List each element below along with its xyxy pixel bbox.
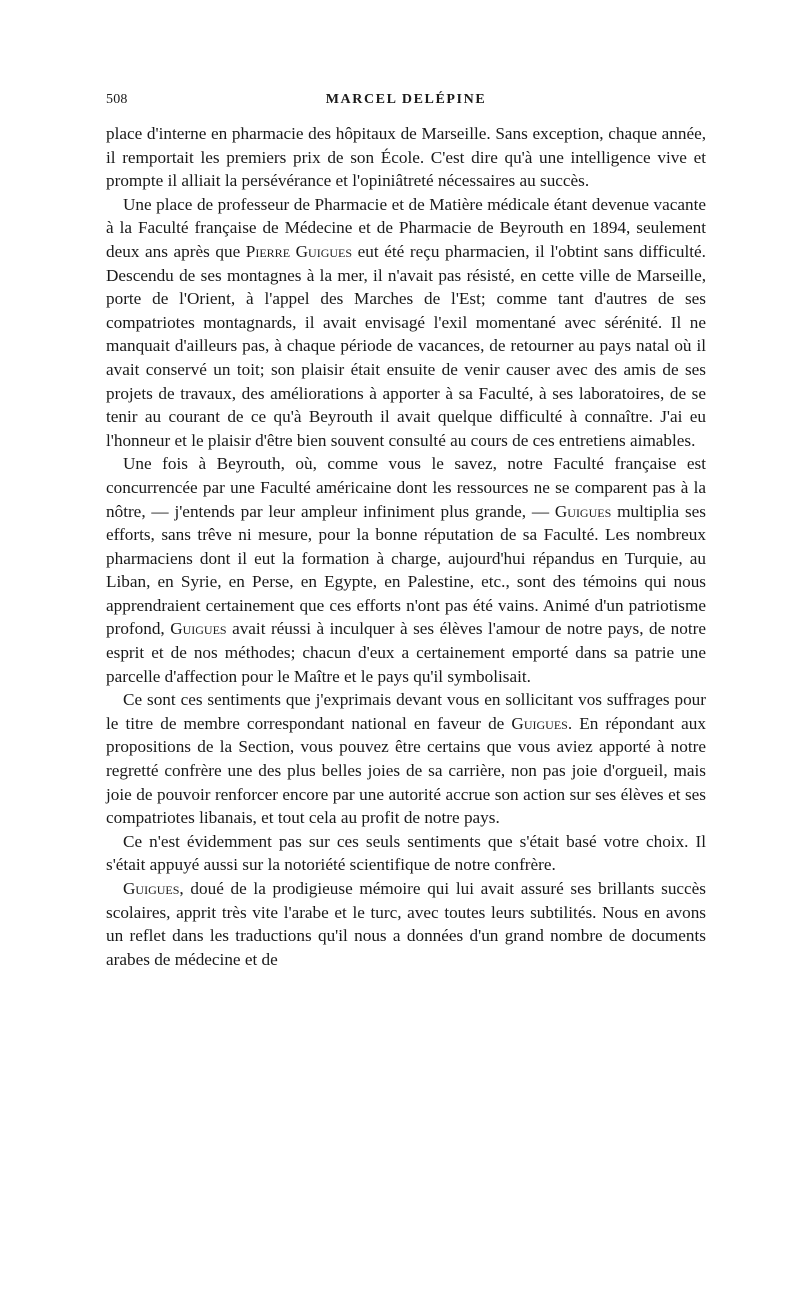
body-text — [106, 122, 706, 971]
paragraph — [106, 877, 706, 971]
author-name: Pierre Guigues — [245, 241, 353, 261]
page — [106, 92, 706, 971]
text-run: , doué de la prodigieuse mémoire qui lui avait assuré ses brillants succès scolaires, apprit très vite l'arabe et le turc, avec toutes leurs subtilités. Nous en avons un reflet dans les traductions qu'il nous a données d'un grand nombre de documents arabes de médecine et de — [106, 879, 706, 969]
page-header — [106, 92, 706, 110]
paragraph — [106, 688, 706, 830]
text-run: Ce n'est évidemment pas sur ces seuls sentiments que s'était basé votre choix. Il s'était appuyé aussi sur la notoriété scientifique de notre confrère. — [106, 831, 706, 875]
paragraph — [106, 193, 706, 453]
paragraph — [106, 830, 706, 877]
author-name: Guigues — [511, 713, 568, 733]
text-run: Ce sont ces sentiments que j'exprimais devant vous en sollicitant vos suffrages pour le titre de membre correspondant national en faveur de — [106, 690, 706, 733]
author-name: Guigues — [123, 879, 180, 898]
text-run: eut été reçu pharmacien, il l'obtint sans difficulté. Descendu de ses montagnes à la mer, il n'avait pas résisté, en cette ville de Marseille, porte de l'Orient, à l'appel des Marches de l'Est; comme tant d'autres de ses compatriotes montagnards, il avait envisagé l'exil momentané avec sérénité. Il ne manquait d'ailleurs pas, à chaque période de vacances, de retourner au pays natal où il avait conservé un toit; son plaisir était ensuite de venir causer avec des amis de ses projets de travaux, des améliorations à apporter à sa Faculté, à ses laboratoires, de se tenir au courant de ce qu'à Beyrouth il avait quelque difficulté à connaître. J'ai eu l'honneur et le plaisir d'être bien souvent consulté au cours de ces entretiens aimables. — [106, 241, 706, 450]
paragraph — [106, 452, 706, 688]
running-head: MARCEL DELÉPINE — [325, 92, 487, 107]
paragraph — [106, 122, 706, 193]
text-run: multiplia ses efforts, sans trêve ni mesure, pour la bonne réputation de sa Faculté. Les nombreux pharmaciens dont il eut la formation à charge, aujourd'hui répandus en Turquie, au Liban, en Syrie, en Perse, en Egypte, en Palestine, etc., sont des témoins qui nous apprendraient certainement que ces efforts n'ont pas été vains. Animé d'un patriotisme profond, — [106, 501, 706, 639]
author-name: Guigues — [554, 501, 612, 521]
text-run: . En répondant aux propositions de la Section, vous pouvez être certains que vous aviez apporté à notre regretté confrère une des plus belles joies de sa carrière, non pas joie d'orgueil, mais joie de pouvoir renforcer encore par une autorité accrue son action sur ses élèves et ses compatriotes libanais, et tout cela au profit de notre pays. — [106, 713, 706, 828]
text-run: Une place de professeur de Pharmacie et de Matière médicale étant devenue vacante à la Faculté française de Médecine et de Pharmacie de Beyrouth en 1894, seulement deux ans après que — [106, 194, 706, 261]
text-run: avait réussi à inculquer à ses élèves l'amour de notre pays, de notre esprit et de nos méthodes; chacun d'eux a certainement emporté dans sa patrie une parcelle d'affection pour le Maître et le pays qu'il symbolisait. — [106, 619, 706, 686]
page-number: 508 — [106, 92, 128, 107]
author-name: Guigues — [170, 619, 227, 639]
text-run: Une fois à Beyrouth, où, comme vous le savez, notre Faculté française est concurrencée par une Faculté américaine dont les ressources ne se comparent pas à la nôtre, — j'entends par leur ampleur infiniment plus grande, — — [106, 454, 706, 521]
text-run: place d'interne en pharmacie des hôpitaux de Marseille. Sans exception, chaque année, il remportait les premiers prix de son École. C'est dire qu'à une intelligence vive et prompte il alliait la persévérance et l'opiniâtreté nécessaires au succès. — [106, 124, 706, 191]
